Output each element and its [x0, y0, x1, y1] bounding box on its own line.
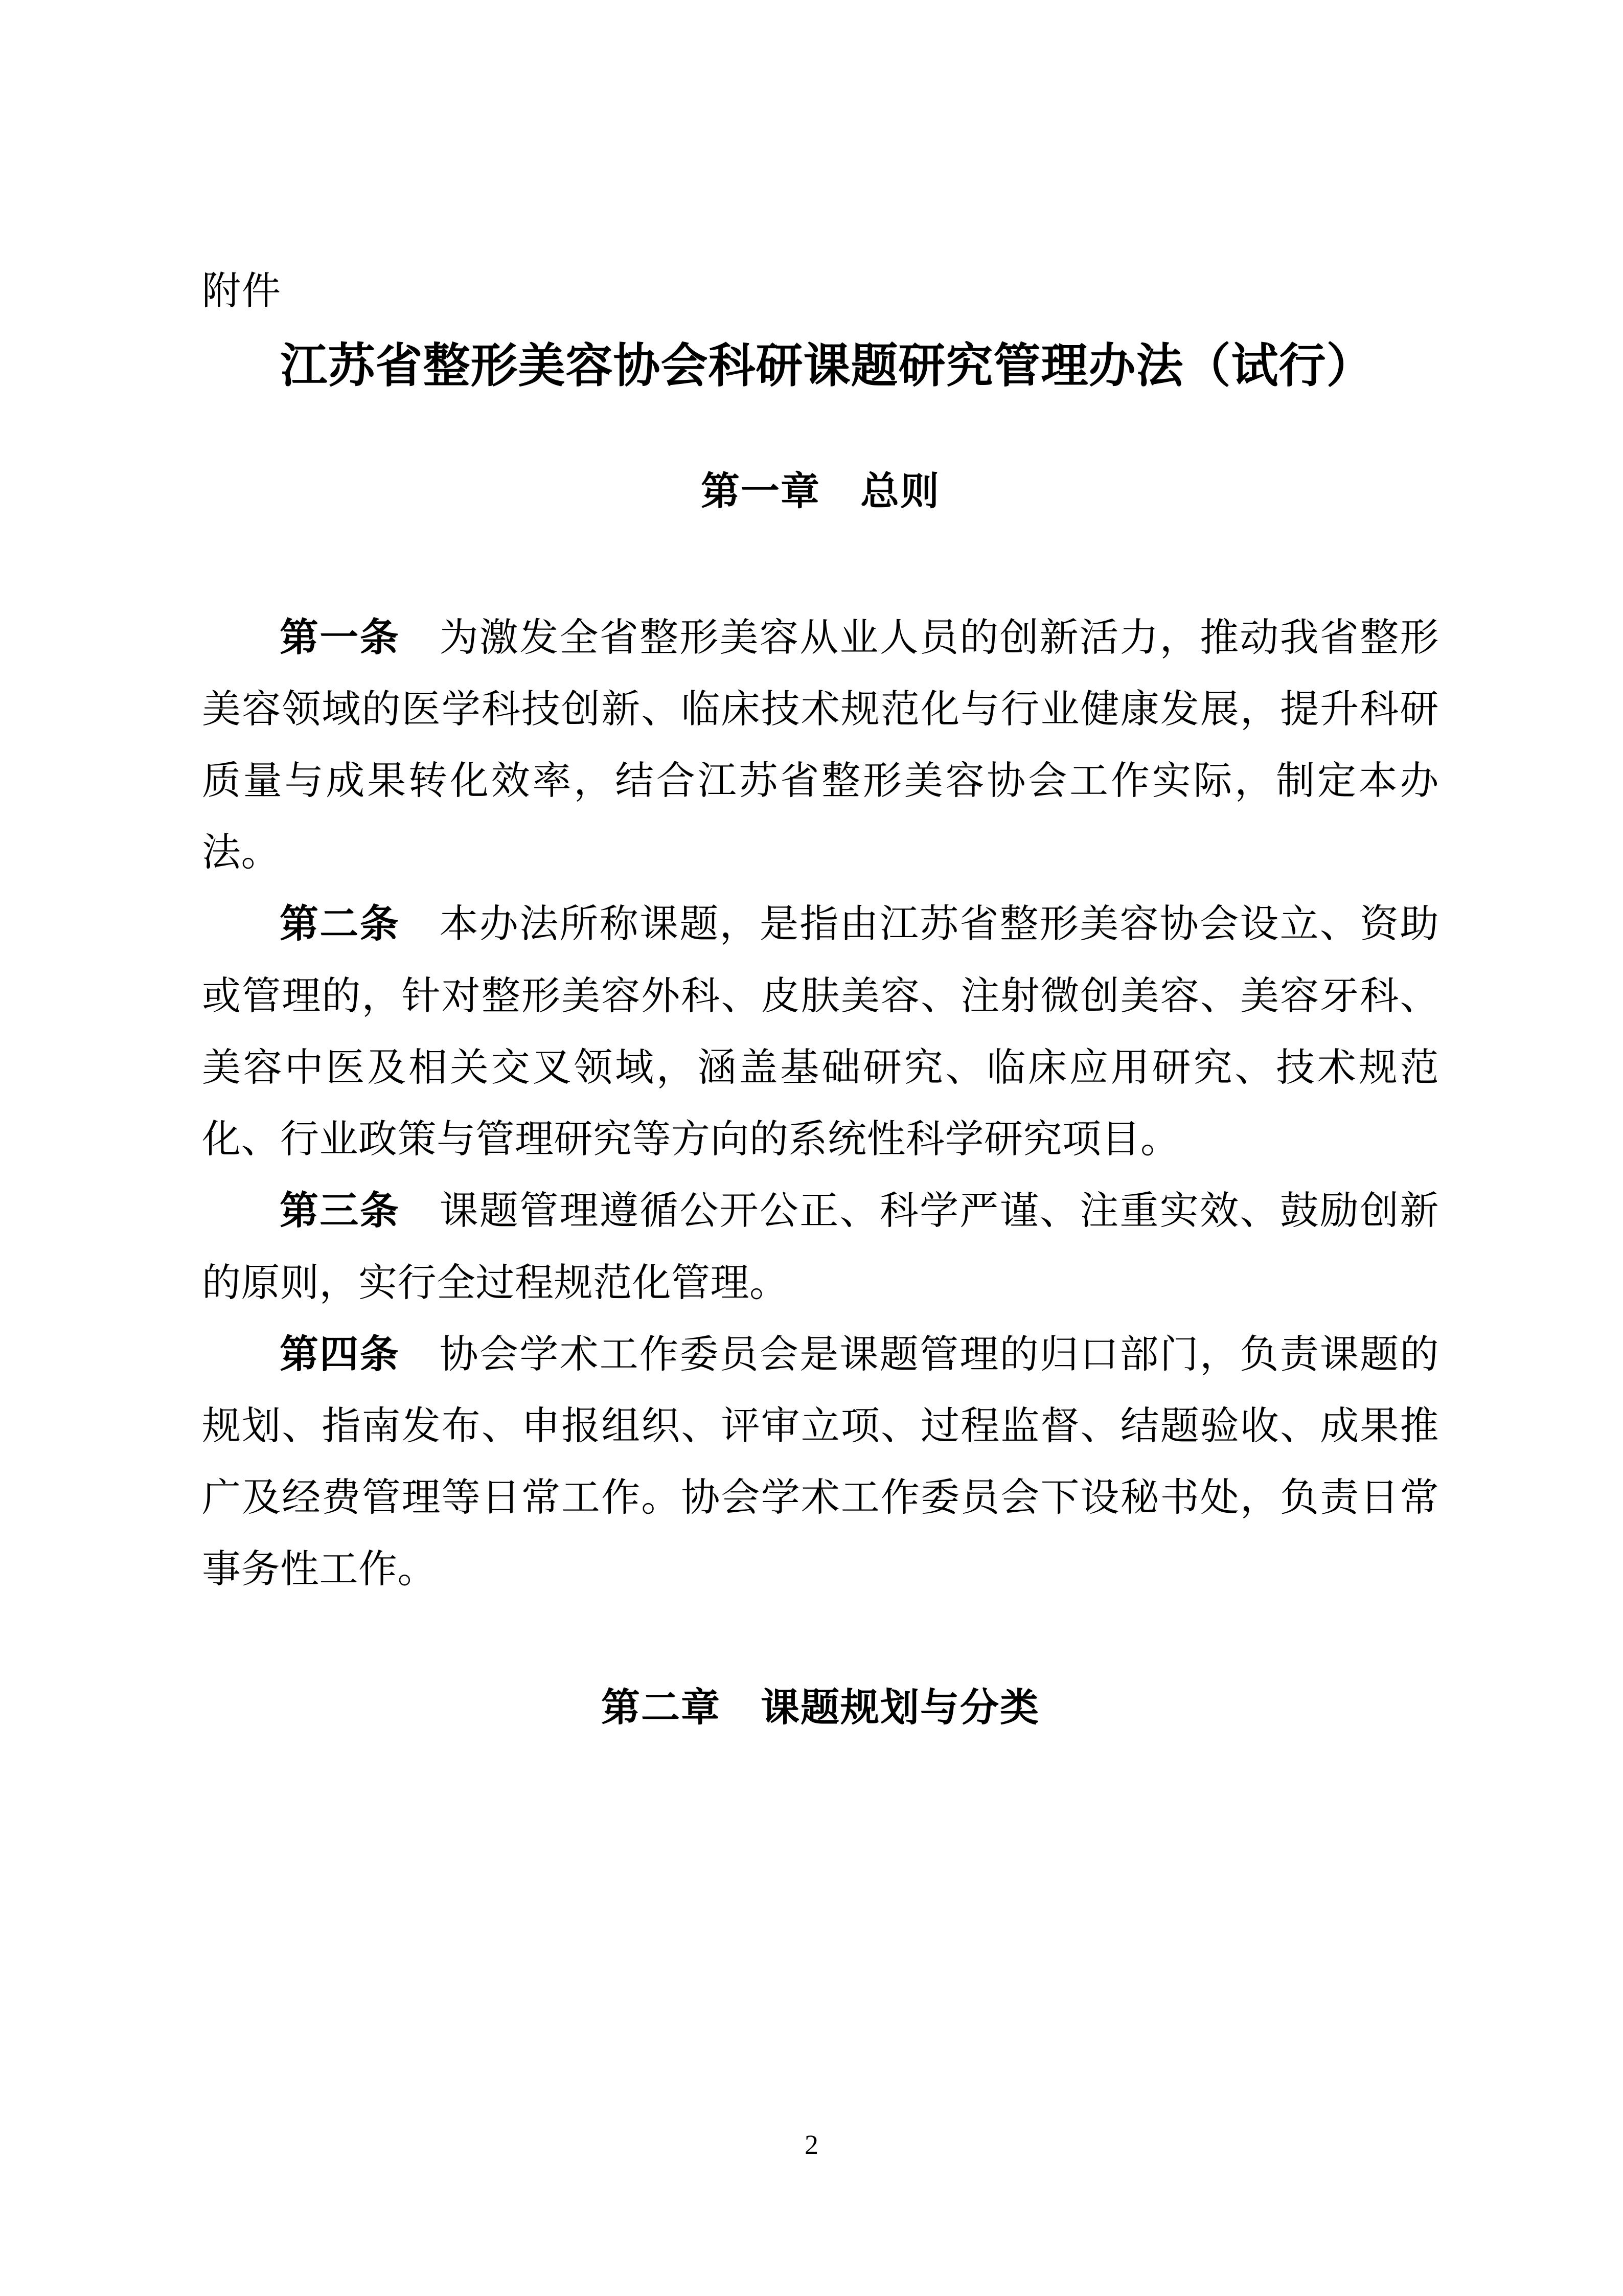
article-text: 本办法所称课题，是指由江苏省整形美容协会设立、资助或管理的，针对整形美容外科、皮肤美容、注射微创美容、美容牙科、美容中医及相关交叉领域，涵盖基础研究、临床应用研究、技术规范化、行业政策与管理研究等方向的系统性科学研究项目。	[202, 902, 1439, 1162]
article-text: 课题管理遵循公开公正、科学严谨、注重实效、鼓励创新的原则，实行全过程规范化管理。	[202, 1189, 1439, 1305]
page-number: 2	[805, 2129, 818, 2160]
attachment-label: 附件	[202, 269, 282, 313]
article-label: 第二条	[280, 902, 400, 946]
article-text: 协会学术工作委员会是课题管理的归口部门，负责课题的规划、指南发布、申报组织、评审立项、过程监督、结题验收、成果推广及经费管理等日常工作。协会学术工作委员会下设秘书处，负责日常事务性工作。	[202, 1332, 1439, 1592]
article-text: 为激发全省整形美容从业人员的创新活力，推动我省整形美容领域的医学科技创新、临床技术规范化与行业健康发展，提升科研质量与成果转化效率，结合江苏省整形美容协会工作实际，制定本办法。	[202, 616, 1439, 875]
article-item	[202, 1175, 1439, 1319]
article-label: 第四条	[280, 1332, 400, 1376]
article-item	[202, 889, 1439, 1175]
page-title: 江苏省整形美容协会科研课题研究管理办法（试行）	[280, 339, 1374, 392]
article-label: 第一条	[280, 616, 400, 660]
document-body	[202, 271, 1439, 1731]
article-label: 第三条	[280, 1189, 400, 1233]
chapter-heading-two: 第二章 课题规划与分类	[601, 1686, 1040, 1730]
article-item	[202, 602, 1439, 889]
article-item	[202, 1319, 1439, 1606]
chapter-heading-one: 第一章 总则	[701, 470, 940, 514]
